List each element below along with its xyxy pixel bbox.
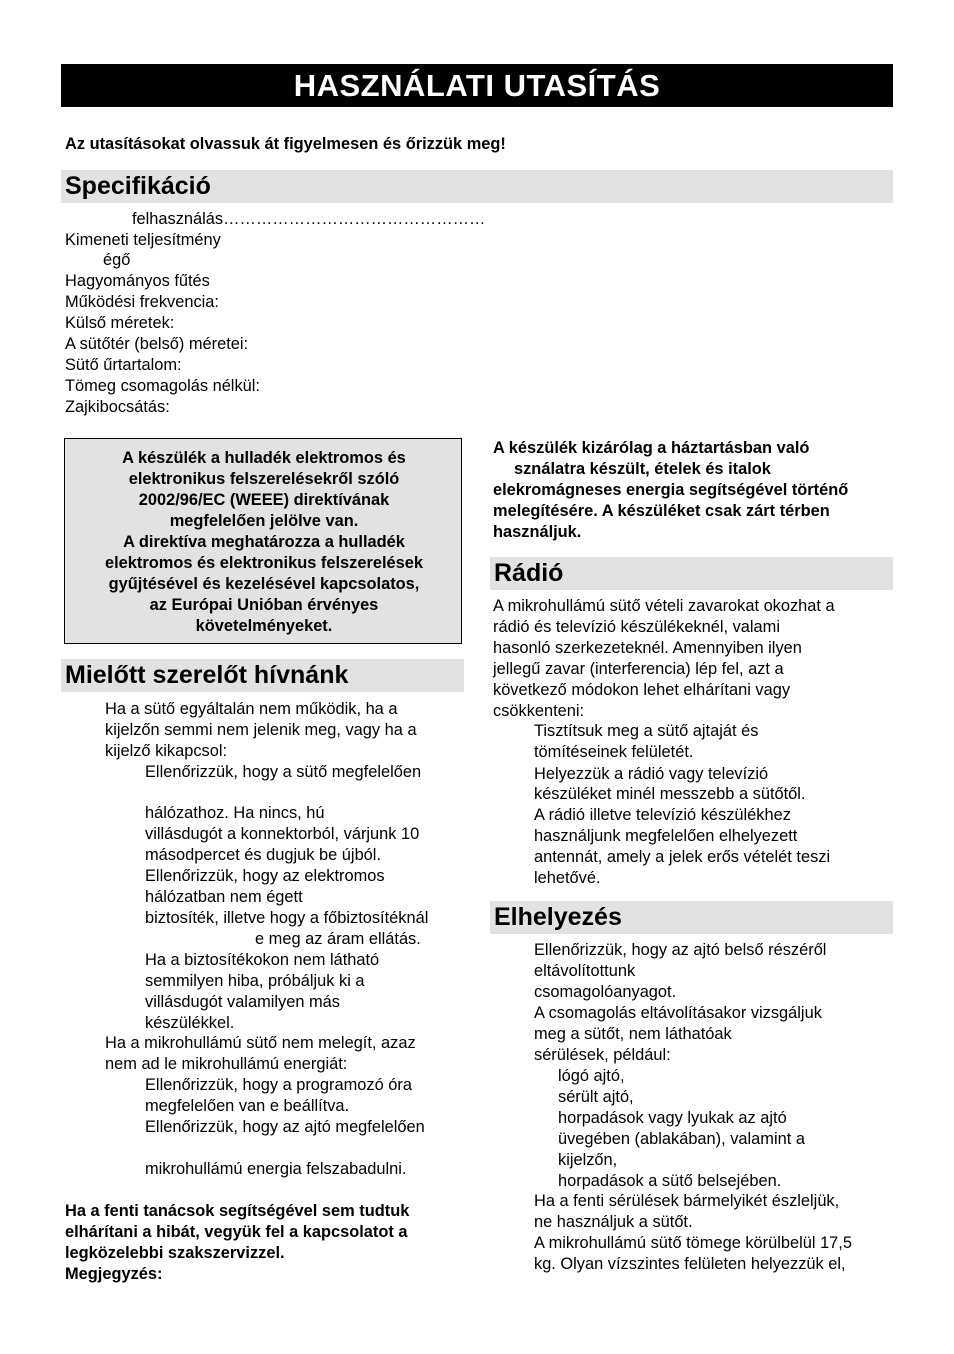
service-closing-line: Megjegyzés: (65, 1265, 163, 1283)
radio-line: tömítéseinek felületét. (534, 743, 694, 761)
radio-line: használjunk megfelelően elhelyezett (534, 827, 798, 845)
spec-row: égő (103, 251, 131, 269)
service-line: hálózatban nem égett (145, 888, 303, 906)
service-line: megfelelően van e beállítva. (145, 1097, 350, 1115)
service-line: kijelző kikapcsol: (105, 742, 228, 760)
service-line: e meg az áram ellátás. (255, 930, 421, 948)
weee-line: elektromos és elektronikus felszerelések (105, 554, 423, 572)
radio-line: csökkenteni: (493, 702, 585, 720)
radio-line: rádió és televízió készülékeknél, valami (493, 618, 780, 636)
radio-heading: Rádió (490, 557, 893, 590)
radio-line: lehetővé. (534, 869, 601, 887)
service-line: villásdugót valamilyen más (145, 993, 340, 1011)
spec-row: felhasználás………………………………………… (132, 210, 486, 228)
spec-row: Kimeneti teljesítmény (65, 231, 221, 249)
spec-heading: Specifikáció (61, 170, 893, 203)
radio-line: következő módokon lehet elhárítani vagy (493, 681, 791, 699)
service-line: Ha a mikrohullámú sütő nem melegít, azaz (105, 1034, 416, 1052)
usage-line: A készülék kizárólag a háztartásban való (493, 439, 810, 457)
service-line: Ellenőrizzük, hogy az ajtó megfelelően (145, 1118, 425, 1136)
service-line: Ha a biztosítékokon nem látható (145, 951, 380, 969)
service-line: semmilyen hiba, próbáljuk ki a (145, 972, 365, 990)
spec-row: Külső méretek: (65, 314, 175, 332)
radio-line: készüléket minél messzebb a sütőtől. (534, 785, 806, 803)
intro-notice: Az utasításokat olvassuk át figyelmesen és őrizzük meg! (65, 135, 506, 153)
placement-line: sérült ajtó, (558, 1088, 634, 1106)
weee-line: elektronikus felszerelésekről szóló (128, 470, 400, 488)
placement-line: Ellenőrizzük, hogy az ajtó belső részéről (534, 941, 827, 959)
placement-line: A csomagolás eltávolításakor vizsgáljuk (534, 1004, 822, 1022)
placement-line: eltávolítottunk (534, 962, 636, 980)
service-line: Ellenőrizzük, hogy a programozó óra (145, 1076, 412, 1094)
placement-line: lógó ajtó, (558, 1067, 625, 1085)
spec-row: Sütő űrtartalom: (65, 356, 182, 374)
weee-line: gyűjtésével és kezelésével kapcsolatos, (108, 575, 420, 593)
service-closing-line: Ha a fenti tanácsok segítségével sem tudtuk (65, 1202, 410, 1220)
spec-row: Hagyományos fűtés (65, 272, 210, 290)
radio-line: Tisztítsuk meg a sütő ajtaját és (534, 722, 759, 740)
service-line: Ellenőrizzük, hogy az elektromos (145, 867, 385, 885)
placement-line: horpadások vagy lyukak az ajtó (558, 1109, 787, 1127)
placement-line: A mikrohullámú sütő tömege körülbelül 17,5 (534, 1234, 852, 1252)
spec-row: A sütőtér (belső) méretei: (65, 335, 249, 353)
usage-line: melegítésére. A készüléket csak zárt térben (493, 502, 830, 520)
radio-line: A mikrohullámú sütő vételi zavarokat okozhat a (493, 597, 835, 615)
service-line: Ha a sütő egyáltalán nem működik, ha a (105, 700, 398, 718)
service-line: mikrohullámú energia felszabadulni. (145, 1160, 407, 1178)
usage-line: elekromágneses energia segítségével történő (493, 481, 849, 499)
placement-line: üvegében (ablakában), valamint a (558, 1130, 805, 1148)
weee-line: A direktíva meghatározza a hulladék (123, 533, 405, 551)
service-line: villásdugót a konnektorból, várjunk 10 (145, 825, 420, 843)
weee-line: követelményeket. (195, 617, 333, 635)
placement-heading: Elhelyezés (490, 901, 893, 934)
radio-line: antennát, amely a jelek erős vételét teszi (534, 848, 831, 866)
service-closing-line: legközelebbi szakszervizzel. (65, 1244, 285, 1262)
weee-line: A készülék a hulladék elektromos és (122, 449, 406, 467)
service-closing-line: elhárítani a hibát, vegyük fel a kapcsolatot a (65, 1223, 408, 1241)
service-line: készülékkel. (145, 1014, 235, 1032)
weee-notice-box (64, 438, 462, 644)
service-line: nem ad le mikrohullámú energiát: (105, 1055, 348, 1073)
placement-line: meg a sütőt, nem láthatóak (534, 1025, 732, 1043)
weee-line: 2002/96/EC (WEEE) direktívának (138, 491, 390, 509)
placement-line: ne használjuk a sütőt. (534, 1213, 693, 1231)
service-line: másodpercet és dugjuk be újból. (145, 846, 381, 864)
service-line: hálózathoz. Ha nincs, hú (145, 804, 325, 822)
radio-line: Helyezzük a rádió vagy televízió (534, 765, 769, 783)
usage-line: használjuk. (493, 523, 582, 541)
spec-row: Zajkibocsátás: (65, 398, 170, 416)
service-line: biztosíték, illetve hogy a főbiztosítéknál (145, 909, 429, 927)
placement-line: kg. Olyan vízszintes felületen helyezzük el, (534, 1255, 846, 1273)
spec-row: Működési frekvencia: (65, 293, 219, 311)
before-service-heading: Mielőtt szerelőt hívnánk (61, 659, 464, 692)
radio-line: hasonló szerkezeteknél. Amennyiben ilyen (493, 639, 802, 657)
radio-line: jellegű zavar (interferencia) lép fel, azt a (493, 660, 784, 678)
spec-row: Tömeg csomagolás nélkül: (65, 377, 260, 395)
radio-line: A rádió illetve televízió készülékhez (534, 806, 791, 824)
service-line: kijelzőn semmi nem jelenik meg, vagy ha a (105, 721, 417, 739)
weee-line: megfelelően jelölve van. (169, 512, 359, 530)
placement-line: sérülések, például: (534, 1046, 671, 1064)
usage-line: sználatra készült, ételek és italok (514, 460, 771, 478)
placement-line: csomagolóanyagot. (534, 983, 677, 1001)
placement-line: Ha a fenti sérülések bármelyikét észleljük, (534, 1192, 840, 1210)
page-title: HASZNÁLATI UTASÍTÁS (61, 64, 893, 107)
placement-line: horpadások a sütő belsejében. (558, 1172, 782, 1190)
service-line: Ellenőrizzük, hogy a sütő megfelelően (145, 763, 422, 781)
placement-line: kijelzőn, (558, 1151, 618, 1169)
weee-line: az Európai Unióban érvényes (149, 596, 379, 614)
